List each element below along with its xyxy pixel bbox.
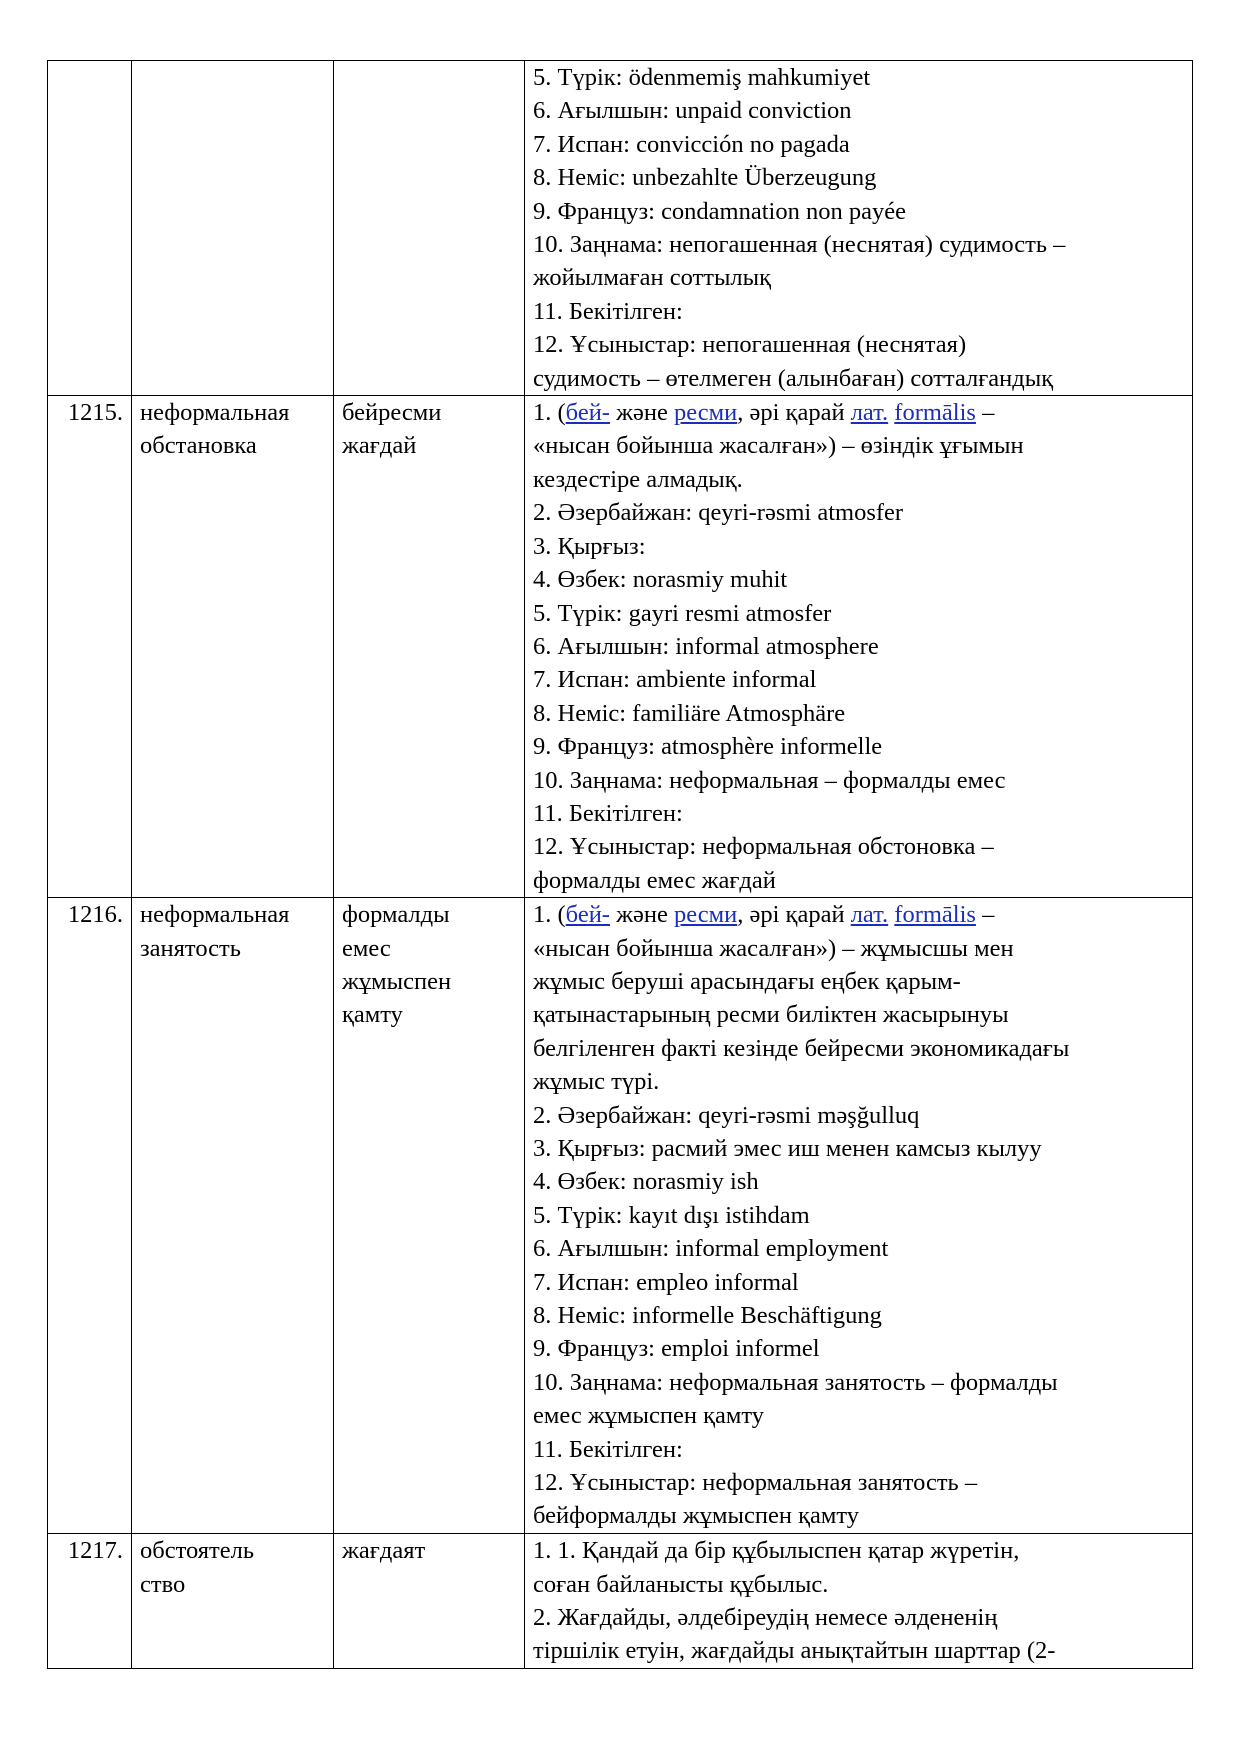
etym-text: – bbox=[975, 399, 995, 427]
desc-line: 11. Бекітілген: bbox=[533, 1435, 683, 1463]
desc-line: 6. Ағылшын: informal atmosphere bbox=[533, 632, 879, 660]
desc-line: 5. Түрік: kayıt dışı istihdam bbox=[533, 1201, 810, 1229]
term-russian-line: неформальная bbox=[140, 901, 290, 929]
desc-line: 2. Әзербайжан: qeyri-rəsmi atmosfer bbox=[533, 499, 904, 527]
term-kazakh-line: жағдай bbox=[342, 432, 417, 460]
term-russian-line: обстоятель bbox=[140, 1537, 255, 1565]
link-lat[interactable]: лат. bbox=[850, 901, 889, 929]
desc-line: 1. 1. Қандай да бір құбылыспен қатар жүретін, bbox=[533, 1537, 1020, 1565]
desc-line: судимость – өтелмеген (алынбаған) сотталғандық bbox=[533, 364, 1054, 392]
desc-line: формалды емес жағдай bbox=[533, 866, 776, 894]
entry-description bbox=[525, 898, 1193, 1534]
term-kazakh-line: емес bbox=[342, 934, 391, 962]
etym-text: , әрі қарай bbox=[737, 399, 851, 427]
desc-line: қатынастарының ресми биліктен жасырынуы bbox=[533, 1001, 1009, 1029]
link-formalis[interactable]: formālis bbox=[894, 399, 976, 427]
desc-line: 7. Испан: convicción no pagada bbox=[533, 130, 850, 158]
etym-text: 1. ( bbox=[533, 901, 566, 929]
term-kazakh-line: жұмыспен bbox=[342, 967, 452, 995]
term-kazakh-line: бейресми bbox=[342, 399, 442, 427]
desc-line: 10. Заңнама: непогашенная (неснятая) судимость – bbox=[533, 231, 1066, 259]
desc-line: 6. Ағылшын: unpaid conviction bbox=[533, 97, 852, 125]
desc-line: жұмыс түрі. bbox=[533, 1068, 660, 1096]
desc-line: «нысан бойынша жасалған») – жұмысшы мен bbox=[533, 934, 1014, 962]
link-resmi[interactable]: ресми bbox=[674, 399, 738, 427]
entry-description bbox=[525, 396, 1193, 898]
desc-line: емес жұмыспен қамту bbox=[533, 1402, 765, 1430]
term-russian bbox=[132, 1534, 334, 1669]
desc-line: 12. Ұсыныстар: неформальная обстоновка – bbox=[533, 833, 994, 861]
desc-line: 7. Испан: ambiente informal bbox=[533, 666, 817, 694]
desc-line: 10. Заңнама: неформальная занятость – формалды bbox=[533, 1368, 1058, 1396]
desc-line: тіршілік етуін, жағдайды анықтайтын шарттар (2- bbox=[533, 1637, 1056, 1665]
entry-number bbox=[48, 61, 132, 396]
desc-line: белгіленген факті кезінде бейресми экономикадағы bbox=[533, 1034, 1070, 1062]
etymology-line bbox=[533, 396, 1184, 429]
table-row bbox=[48, 898, 1193, 1534]
term-russian bbox=[132, 61, 334, 396]
etymology-line bbox=[533, 898, 1184, 931]
desc-line: 10. Заңнама: неформальная – формалды емес bbox=[533, 766, 1006, 794]
desc-line: 8. Неміс: unbezahlte Überzeugung bbox=[533, 164, 877, 192]
desc-line: 7. Испан: empleo informal bbox=[533, 1268, 799, 1296]
entry-description bbox=[525, 61, 1193, 396]
desc-line: кездестіре алмадық. bbox=[533, 465, 743, 493]
desc-line: 3. Қырғыз: bbox=[533, 532, 646, 560]
etym-text: және bbox=[609, 399, 675, 427]
term-russian-line: ство bbox=[140, 1570, 186, 1598]
desc-line: 9. Француз: condamnation non payée bbox=[533, 197, 906, 225]
entry-description bbox=[525, 1534, 1193, 1669]
term-russian-line: занятость bbox=[140, 934, 241, 962]
entry-number: 1216. bbox=[48, 898, 132, 1534]
desc-line: бейформалды жұмыспен қамту bbox=[533, 1502, 859, 1530]
desc-line: 4. Өзбек: norasmiy ish bbox=[533, 1168, 759, 1196]
etym-text: 1. ( bbox=[533, 399, 566, 427]
link-formalis[interactable]: formālis bbox=[894, 901, 976, 929]
desc-line: 9. Француз: emploi informel bbox=[533, 1335, 820, 1363]
term-russian-line: неформальная bbox=[140, 399, 290, 427]
term-russian bbox=[132, 396, 334, 898]
table-row bbox=[48, 1534, 1193, 1669]
desc-line: жұмыс беруші арасындағы еңбек қарым- bbox=[533, 967, 961, 995]
desc-line: 2. Жағдайды, әлдебіреудің немесе әлдененің bbox=[533, 1603, 998, 1631]
table-row bbox=[48, 61, 1193, 396]
desc-line: 4. Өзбек: norasmiy muhit bbox=[533, 566, 788, 594]
desc-line: 8. Неміс: informelle Beschäftigung bbox=[533, 1302, 882, 1330]
desc-line: «нысан бойынша жасалған») – өзіндік ұғымын bbox=[533, 432, 1024, 460]
desc-line: 6. Ағылшын: informal employment bbox=[533, 1235, 889, 1263]
desc-line: жойылмаған соттылық bbox=[533, 264, 772, 292]
term-kazakh bbox=[334, 61, 525, 396]
term-kazakh bbox=[334, 898, 525, 1534]
desc-line: 3. Қырғыз: расмий эмес иш менен камсыз кылуу bbox=[533, 1135, 1042, 1162]
term-russian-line: обстановка bbox=[140, 432, 257, 460]
link-bey[interactable]: бей- bbox=[565, 901, 610, 929]
etym-text: және bbox=[609, 901, 675, 929]
entry-number: 1215. bbox=[48, 396, 132, 898]
term-kazakh-line: қамту bbox=[342, 1001, 403, 1029]
term-kazakh bbox=[334, 396, 525, 898]
desc-line: 9. Француз: atmosphère informelle bbox=[533, 733, 883, 761]
term-kazakh-line: формалды bbox=[342, 901, 450, 929]
desc-line: 11. Бекітілген: bbox=[533, 799, 683, 827]
desc-line: соған байланысты құбылыс. bbox=[533, 1570, 829, 1598]
desc-line: 12. Ұсыныстар: неформальная занятость – bbox=[533, 1469, 978, 1497]
term-russian bbox=[132, 898, 334, 1534]
term-kazakh bbox=[334, 1534, 525, 1669]
desc-line: 11. Бекітілген: bbox=[533, 297, 683, 325]
link-bey[interactable]: бей- bbox=[565, 399, 610, 427]
etym-text: , әрі қарай bbox=[737, 901, 851, 929]
desc-line: 12. Ұсыныстар: непогашенная (неснятая) bbox=[533, 331, 967, 359]
entry-number: 1217. bbox=[48, 1534, 132, 1669]
desc-line: 2. Әзербайжан: qeyri-rəsmi məşğulluq bbox=[533, 1101, 920, 1129]
desc-line: 5. Түрік: gayri resmi atmosfer bbox=[533, 599, 832, 627]
term-kazakh-line: жағдаят bbox=[342, 1537, 426, 1565]
etym-text: – bbox=[975, 901, 995, 929]
link-resmi[interactable]: ресми bbox=[674, 901, 738, 929]
desc-line: 5. Түрік: ödenmemiş mahkumiyet bbox=[533, 64, 871, 91]
link-lat[interactable]: лат. bbox=[850, 399, 889, 427]
desc-line: 8. Неміс: familiäre Atmosphäre bbox=[533, 699, 846, 727]
table-row bbox=[48, 396, 1193, 898]
glossary-table bbox=[47, 60, 1193, 1669]
